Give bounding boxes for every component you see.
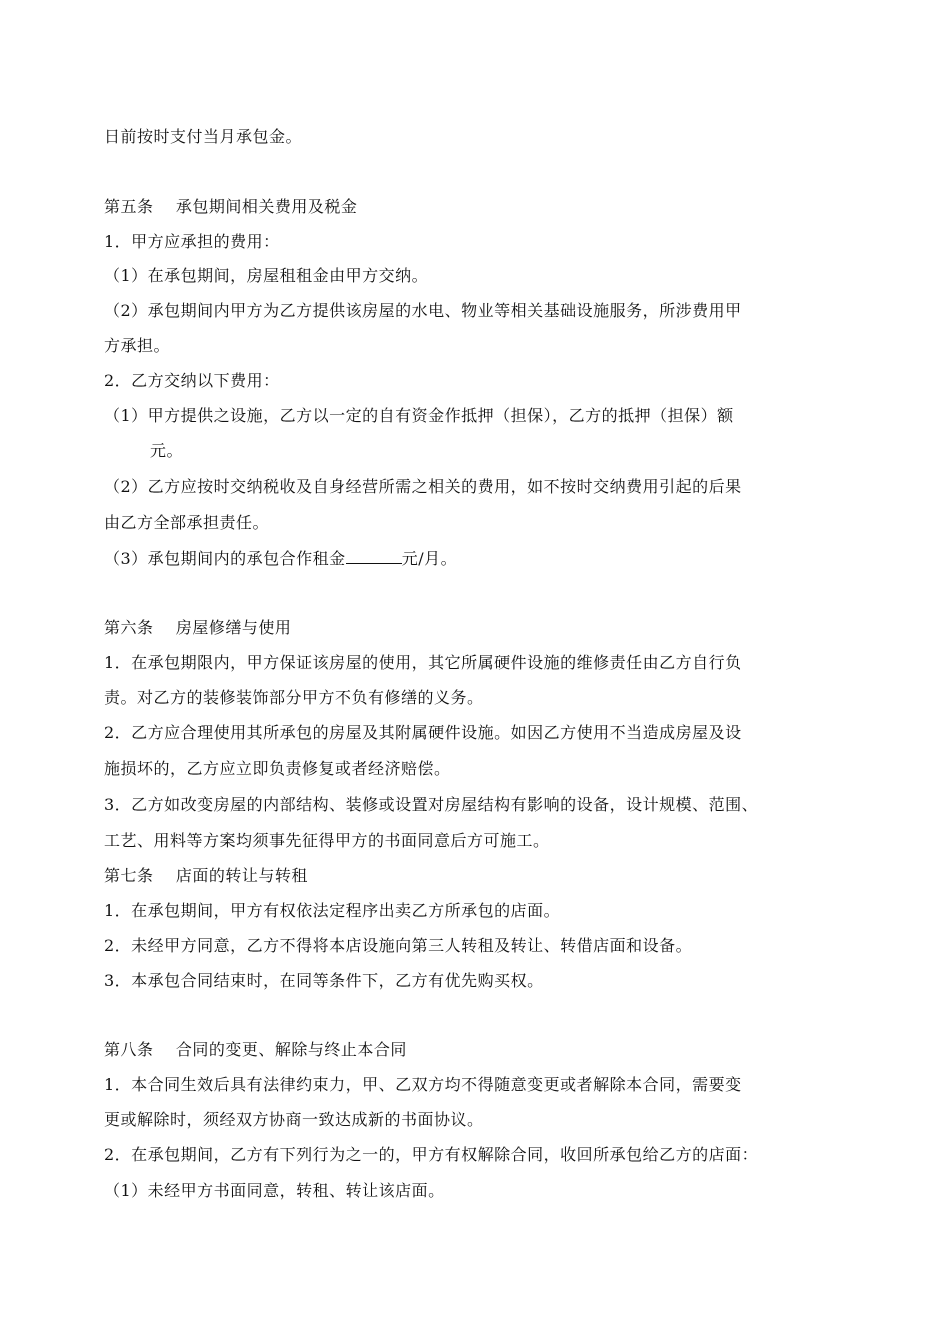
text-line: （2）乙方应按时交纳税收及自身经营所需之相关的费用，如不按时交纳费用引起的后果 <box>104 477 742 496</box>
text-line: 工艺、用料等方案均须事先征得甲方的书面同意后方可施工。 <box>104 831 550 850</box>
text-line: （1）未经甲方书面同意，转租、转让该店面。 <box>104 1181 445 1200</box>
article-number: 第八条 <box>104 1040 154 1059</box>
article-title: 合同的变更、解除与终止本合同 <box>175 1040 407 1059</box>
text-line: 1．在承包期限内，甲方保证该房屋的使用，其它所属硬件设施的维修责任由乙方自行负 <box>104 653 742 672</box>
text-line: 2．乙方交纳以下费用： <box>104 371 280 390</box>
text-line: （1）甲方提供之设施，乙方以一定的自有资金作抵押（担保），乙方的抵押（担保）额 <box>104 406 734 425</box>
article-title: 店面的转让与转租 <box>175 866 308 885</box>
article-title: 房屋修缮与使用 <box>175 618 292 637</box>
article-number: 第七条 <box>104 866 154 885</box>
text-line: 元。 <box>150 441 184 460</box>
article-number: 第六条 <box>104 618 154 637</box>
text-line: 3．本承包合同结束时，在同等条件下，乙方有优先购买权。 <box>104 971 544 990</box>
text-line: 2．未经甲方同意，乙方不得将本店设施向第三人转租及转让、转借店面和设备。 <box>104 936 693 955</box>
article-6-heading <box>104 618 291 638</box>
article-number: 第五条 <box>104 197 154 216</box>
text-line: 1．本合同生效后具有法律约束力，甲、乙双方均不得随意变更或者解除本合同，需要变 <box>104 1075 742 1094</box>
text-line: 由乙方全部承担责任。 <box>104 513 270 532</box>
text-line: 更或解除时，须经双方协商一致达成新的书面协议。 <box>104 1110 484 1129</box>
text-line: 方承担。 <box>104 336 171 355</box>
rent-unit: 元/月。 <box>401 549 458 568</box>
rent-line <box>104 549 457 569</box>
text-line: 3．乙方如改变房屋的内部结构、装修或设置对房屋结构有影响的设备，设计规模、范围、 <box>104 795 759 814</box>
text-line: 2．乙方应合理使用其所承包的房屋及其附属硬件设施。如因乙方使用不当造成房屋及设 <box>104 723 742 742</box>
text-line: 日前按时支付当月承包金。 <box>104 127 303 146</box>
text-line: 1．在承包期间，甲方有权依法定程序出卖乙方所承包的店面。 <box>104 901 561 920</box>
rent-blank-field <box>346 549 402 564</box>
article-title: 承包期间相关费用及税金 <box>175 197 358 216</box>
text-line: 2．在承包期间，乙方有下列行为之一的，甲方有权解除合同，收回所承包给乙方的店面： <box>104 1145 759 1164</box>
article-8-heading <box>104 1040 407 1060</box>
rent-label: （3）承包期间内的承包合作租金 <box>104 549 346 568</box>
text-line: 责。对乙方的装修装饰部分甲方不负有修缮的义务。 <box>104 688 484 707</box>
text-line: 1．甲方应承担的费用： <box>104 232 280 251</box>
text-line: 施损坏的，乙方应立即负责修复或者经济赔偿。 <box>104 759 451 778</box>
text-line: （2）承包期间内甲方为乙方提供该房屋的水电、物业等相关基础设施服务，所涉费用甲 <box>104 301 742 320</box>
article-7-heading <box>104 866 308 886</box>
article-5-heading <box>104 197 357 217</box>
text-line: （1）在承包期间，房屋租租金由甲方交纳。 <box>104 266 429 285</box>
